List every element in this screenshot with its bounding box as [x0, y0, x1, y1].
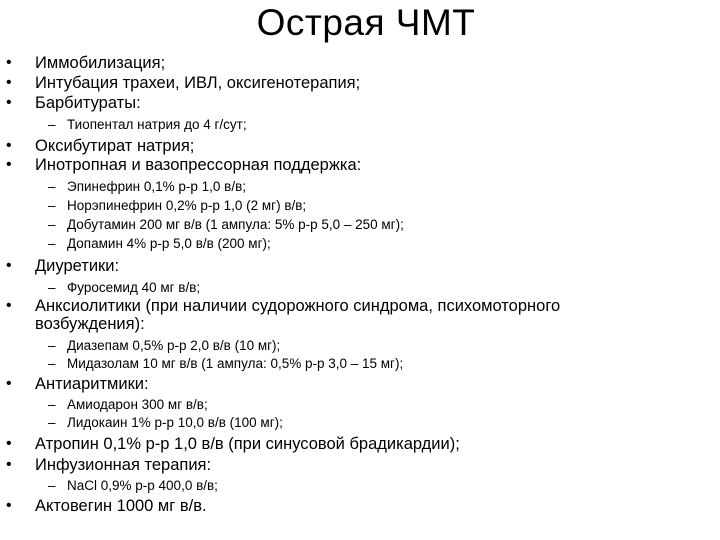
list-item-text: Диуретики:	[35, 257, 120, 275]
bullet-marker: •	[6, 257, 12, 274]
dash-marker: –	[48, 236, 56, 251]
bullet-marker: •	[6, 156, 12, 173]
sub-list-item-text: Фуросемид 40 мг в/в;	[67, 280, 201, 295]
list-item-text: возбуждения):	[35, 315, 145, 333]
bullet-marker: •	[6, 497, 12, 514]
list-item-text: Инотропная и вазопрессорная поддержка:	[35, 156, 362, 174]
list-item-text: Оксибутират натрия;	[35, 137, 195, 155]
dash-marker: –	[48, 478, 56, 493]
dash-marker: –	[48, 179, 56, 194]
sub-list-item-text: Диазепам 0,5% р-р 2,0 в/в (10 мг);	[67, 338, 281, 353]
list-item-text: Актовегин 1000 мг в/в.	[35, 497, 207, 515]
dash-marker: –	[48, 280, 56, 295]
sub-list-item-text: Мидазолам 10 мг в/в (1 ампула: 0,5% р-р 3,0 – 15 мг);	[67, 356, 404, 371]
dash-marker: –	[48, 338, 56, 353]
list-item-text: Инфузионная терапия:	[35, 456, 212, 474]
sub-list-item-text: Тиопентал натрия до 4 г/сут;	[67, 117, 247, 132]
list-item-text: Антиаритмики:	[35, 375, 149, 393]
bullet-marker: •	[6, 435, 12, 452]
dash-marker: –	[48, 397, 56, 412]
sub-list-item-text: Эпинефрин 0,1% р-р 1,0 в/в;	[67, 179, 247, 194]
bullet-marker: •	[6, 297, 12, 314]
bullet-marker: •	[6, 137, 12, 154]
list-item-text: Барбитураты:	[35, 94, 141, 112]
bullet-marker: •	[6, 74, 12, 91]
list-item-text: Атропин 0,1% р-р 1,0 в/в (при синусовой брадикардии);	[35, 435, 460, 453]
sub-list-item-text: Лидокаин 1% р-р 10,0 в/в (100 мг);	[67, 415, 283, 430]
bullet-marker: •	[6, 456, 12, 473]
dash-marker: –	[48, 356, 56, 371]
dash-marker: –	[48, 415, 56, 430]
sub-list-item-text: Амиодарон 300 мг в/в;	[67, 397, 208, 412]
list-item-text: Иммобилизация;	[35, 54, 166, 72]
bullet-marker: •	[6, 54, 12, 71]
list-item-text: Интубация трахеи, ИВЛ, оксигенотерапия;	[35, 74, 361, 92]
sub-list-item-text: Добутамин 200 мг в/в (1 ампула: 5% р-р 5,0 – 250 мг);	[67, 217, 404, 232]
sub-list-item-text: NaCl 0,9% р-р 400,0 в/в;	[67, 478, 218, 493]
bullet-marker: •	[6, 375, 12, 392]
list-item-text: Анксиолитики (при наличии судорожного синдрома, психомоторного	[35, 297, 561, 315]
sub-list-item-text: Допамин 4% р-р 5,0 в/в (200 мг);	[67, 236, 271, 251]
dash-marker: –	[48, 217, 56, 232]
slide-title-text: Острая ЧМТ	[256, 2, 476, 43]
dash-marker: –	[48, 198, 56, 213]
bullet-marker: •	[6, 94, 12, 111]
dash-marker: –	[48, 117, 56, 132]
sub-list-item-text: Норэпинефрин 0,2% р-р 1,0 (2 мг) в/в;	[67, 198, 307, 213]
